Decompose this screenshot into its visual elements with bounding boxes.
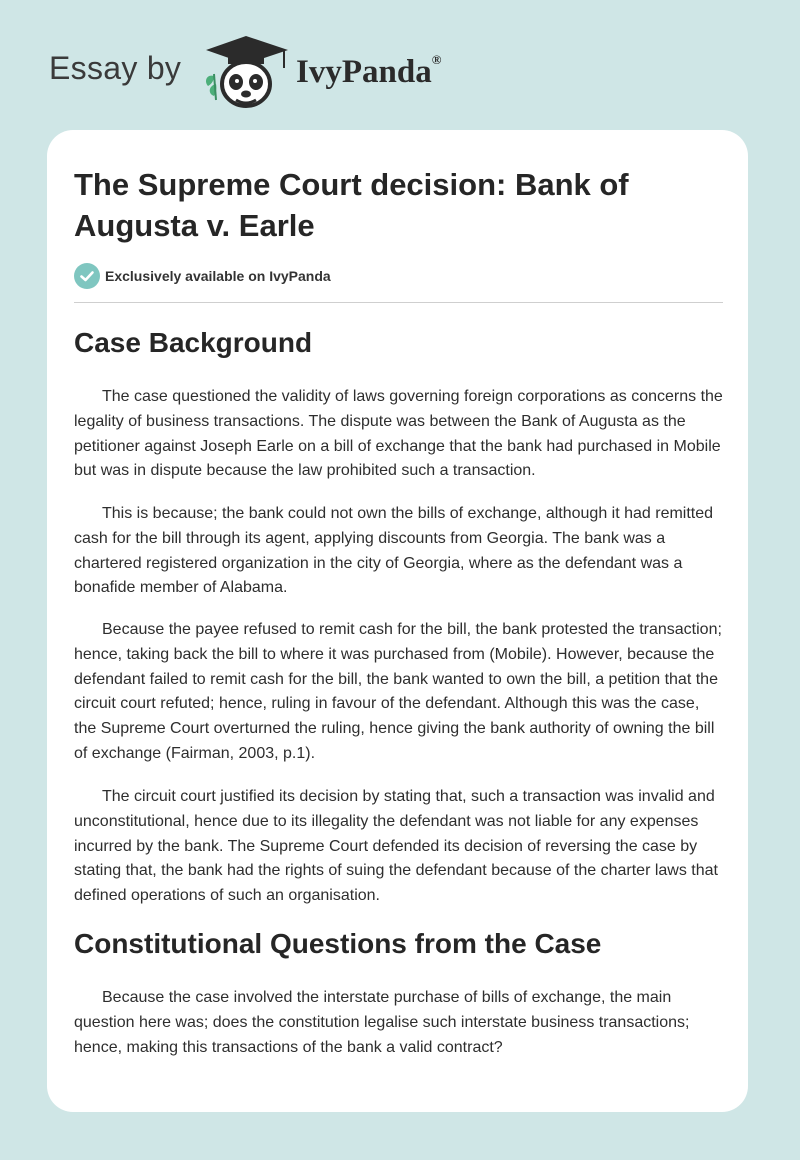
exclusive-badge bbox=[74, 263, 331, 289]
paragraph: The circuit court justified its decision by stating that, such a transaction was invalid and unconstitutional, hence due to its illegality the defendant was not liable for any expenses incurred by the bank. The Supreme Court defended its decision of reversing the case by stating that, the bank had the rights of suing the defendant because of the charter laws that defined operations of such an organisation. bbox=[74, 788, 718, 905]
article-title: The Supreme Court decision: Bank of Augusta v. Earle bbox=[74, 167, 629, 243]
paragraph: This is because; the bank could not own the bills of exchange, although it had remitted cash for the bill through its agent, applying discounts from Georgia. The bank was a chartered registered organization in the city of Georgia, where as the defendant was a bonafide member of Alabama. bbox=[74, 505, 714, 597]
paragraph: Because the payee refused to remit cash for the bill, the bank protested the transaction; hence, taking back the bill to where it was purchased from (Mobile). However, because the defendant failed to remit cash for the bill, the bank wanted to own the bill, a petition that the circuit court refuted; hence, ruling in favour of the defendant. Although this was the case, the Supreme Court overturned the ruling, hence giving the bank authority of owning the bill of exchange (Fairman, 2003, p.1). bbox=[74, 621, 722, 762]
section-heading: Case Background bbox=[74, 327, 313, 358]
panda-graduate-logo-icon[interactable] bbox=[200, 34, 292, 110]
paragraph: Because the case involved the interstate purchase of bills of exchange, the main question here was; does the constitution legalise such interstate business transactions; hence, making this transactions of the bank a valid contract? bbox=[74, 989, 690, 1056]
trademark-symbol: ® bbox=[431, 52, 442, 67]
section-heading: Constitutional Questions from the Case bbox=[74, 928, 602, 959]
check-circle-icon bbox=[74, 263, 100, 289]
essay-by-label: Essay by bbox=[49, 50, 182, 86]
exclusive-badge-label: Exclusively available on IvyPanda bbox=[105, 268, 331, 284]
title-divider bbox=[74, 302, 723, 303]
site-header bbox=[0, 0, 800, 120]
brand-name[interactable]: IvyPanda® bbox=[296, 52, 442, 90]
article-card bbox=[47, 130, 748, 1112]
paragraph: The case questioned the validity of laws governing foreign corporations as concerns the legality of business transactions. The dispute was between the Bank of Augusta as the petitioner against Joseph Earle on a bill of exchange that the bank had purchased in Mobile but was in dispute because the law prohibited such a transaction. bbox=[74, 388, 723, 480]
